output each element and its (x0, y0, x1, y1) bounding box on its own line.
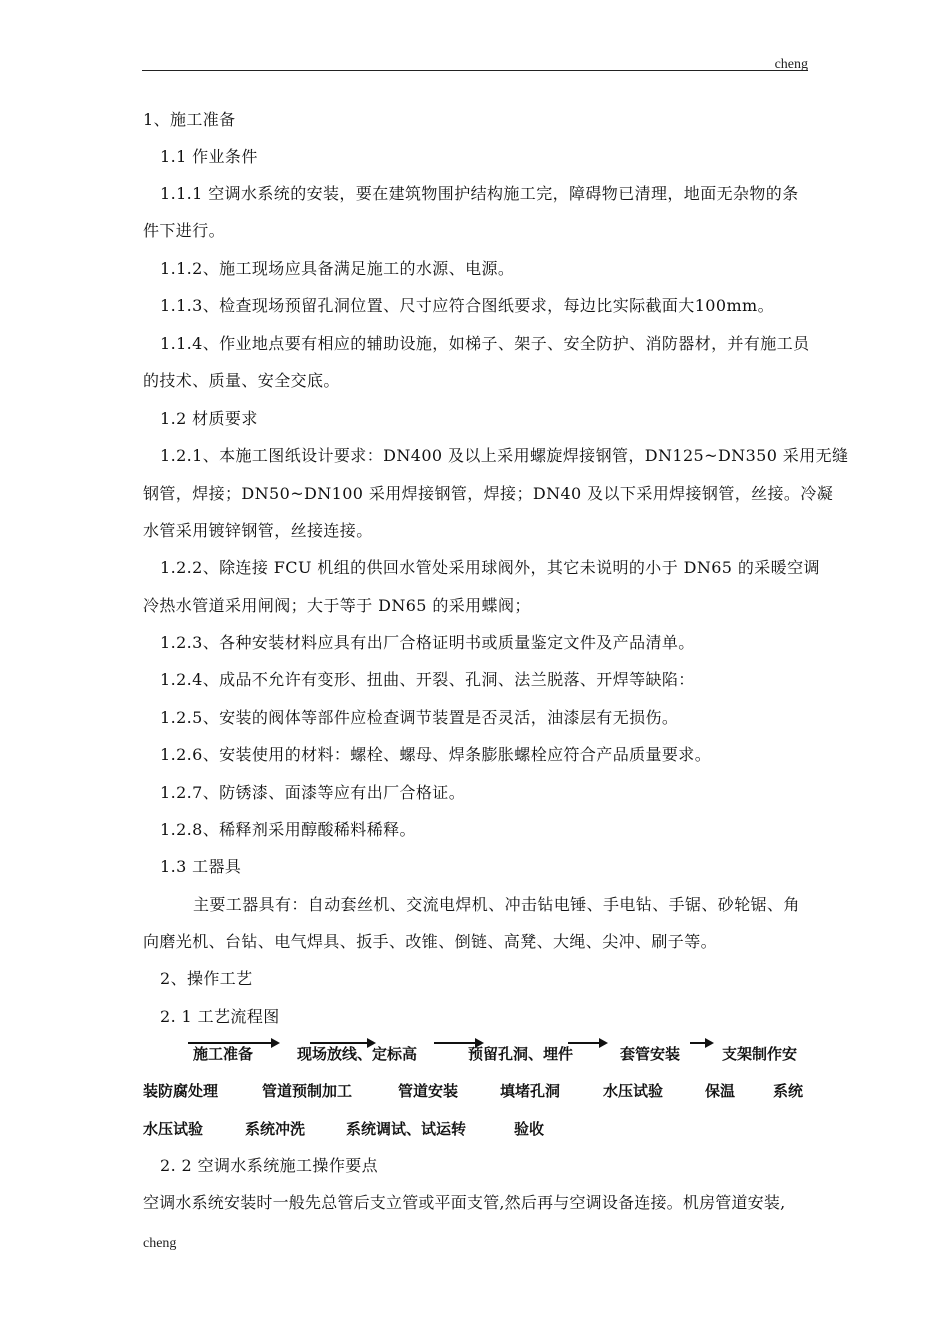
flow-step: 水压试验 (143, 1120, 204, 1138)
paragraph-line: 1.2.3、各种安装材料应具有出厂合格证明书或质量鉴定文件及产品清单。 (160, 633, 695, 652)
paragraph-line: 1.1.3、检查现场预留孔洞位置、尺寸应符合图纸要求，每边比实际截面大100mm。 (160, 296, 774, 315)
flow-step: 系统 (773, 1082, 804, 1100)
flow-step: 水压试验 (603, 1082, 664, 1100)
heading-1-2: 1.2 材质要求 (160, 409, 258, 428)
paragraph-line: 1.2.8、稀释剂采用醇酸稀料稀释。 (160, 820, 416, 839)
header-text: cheng (774, 57, 808, 72)
paragraph-line: 主要工器具有：自动套丝机、交流电焊机、冲击钻电锤、手电钻、手锯、砂轮锯、角 (193, 895, 800, 914)
flow-step: 保温 (705, 1082, 736, 1100)
flow-arrow (188, 1038, 280, 1048)
paragraph-line: 1.2.7、防锈漆、面漆等应有出厂合格证。 (160, 783, 466, 802)
paragraph-line: 空调水系统安装时一般先总管后支立管或平面支管,然后再与空调设备连接。机房管道安装, (143, 1193, 786, 1212)
flow-step: 填堵孔洞 (500, 1082, 561, 1100)
paragraph-line: 件下进行。 (143, 221, 226, 240)
paragraph-line: 1.2.6、安装使用的材料：螺栓、螺母、焊条膨胀螺栓应符合产品质量要求。 (160, 745, 712, 764)
heading-2-1: 2. 1 工艺流程图 (160, 1007, 280, 1026)
flow-arrow (568, 1038, 608, 1048)
heading-2-2: 2. 2 空调水系统施工操作要点 (160, 1156, 379, 1175)
paragraph-line: 1.1.1 空调水系统的安装，要在建筑物围护结构施工完，障碍物已清理，地面无杂物的条 (160, 184, 799, 203)
heading-1-3: 1.3 工器具 (160, 857, 242, 876)
flow-step: 支架制作安 (722, 1045, 798, 1063)
paragraph-line: 的技术、质量、安全交底。 (143, 371, 340, 390)
paragraph-line: 1.1.2、施工现场应具备满足施工的水源、电源。 (160, 259, 515, 278)
paragraph-line: 1.2.4、成品不允许有变形、扭曲、开裂、孔洞、法兰脱落、开焊等缺陷： (160, 670, 695, 689)
heading-2: 2、操作工艺 (160, 969, 253, 988)
paragraph-line: 1.2.2、除连接 FCU 机组的供回水管处采用球阀外，其它未说明的小于 DN65 的采暖空调 (160, 558, 820, 577)
paragraph-line: 向磨光机、台钻、电气焊具、扳手、改锥、倒链、高凳、大绳、尖冲、刷子等。 (143, 932, 718, 951)
flow-step: 验收 (514, 1120, 545, 1138)
paragraph-line: 1.1.4、作业地点要有相应的辅助设施，如梯子、架子、安全防护、消防器材，并有施工员 (160, 334, 810, 353)
flow-step: 装防腐处理 (143, 1082, 219, 1100)
heading-1: 1、施工准备 (143, 110, 236, 129)
flow-step: 预留孔洞、埋件 (468, 1045, 574, 1063)
paragraph-line: 水管采用镀锌钢管，丝接连接。 (143, 521, 373, 540)
flow-step: 系统调试、试运转 (346, 1120, 467, 1138)
heading-1-1: 1.1 作业条件 (160, 147, 258, 166)
flow-arrow (690, 1038, 714, 1048)
flow-step: 系统冲洗 (245, 1120, 306, 1138)
flow-step: 套管安装 (620, 1045, 681, 1063)
paragraph-line: 1.2.5、安装的阀体等部件应检查调节装置是否灵活，油漆层有无损伤。 (160, 708, 679, 727)
flow-step: 管道预制加工 (262, 1082, 353, 1100)
footer-text: cheng (143, 1236, 177, 1251)
paragraph-line: 钢管，焊接；DN50~DN100 采用焊接钢管，焊接；DN40 及以下采用焊接钢管，丝接。冷凝 (143, 484, 834, 503)
flow-arrow (434, 1038, 484, 1048)
flow-step: 现场放线、定标高 (297, 1045, 418, 1063)
flow-step: 管道安装 (398, 1082, 459, 1100)
paragraph-line: 1.2.1、本施工图纸设计要求：DN400 及以上采用螺旋焊接钢管，DN125~DN350 采用无缝 (160, 446, 849, 465)
flow-arrow (310, 1038, 376, 1048)
paragraph-line: 冷热水管道采用闸阀；大于等于 DN65 的采用蝶阀； (143, 596, 531, 615)
header-rule (142, 70, 808, 71)
flow-step: 施工准备 (193, 1045, 254, 1063)
